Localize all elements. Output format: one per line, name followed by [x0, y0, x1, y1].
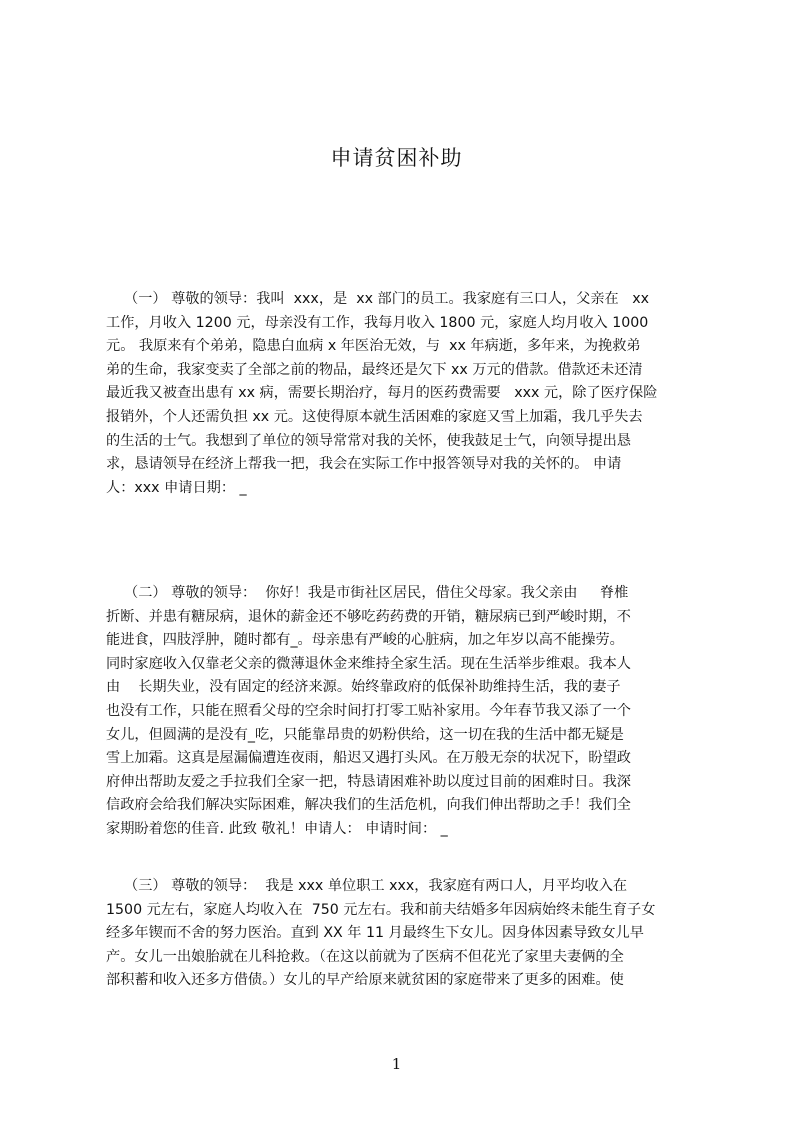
text-line: 求，恳请领导在经济上帮我一把，我会在实际工作中报答领导对我的关怀的。 申请: [106, 456, 622, 473]
text-line: 最近我又被查出患有 xx 病，需要长期治疗，每月的医药费需要 xxx 元，除了医疗保险: [106, 385, 658, 402]
text-line: 折断、并患有糖尿病，退休的薪金还不够吃药药费的开销，糖尿病已到严峻时期，不: [106, 608, 631, 625]
text-line: 也没有工作，只能在照看父母的空余时间打打零工贴补家用。今年春节我又添了一个: [106, 702, 631, 719]
paragraph-1: [106, 288, 697, 500]
text-line: 部积蓄和收入还多方借债。）女儿的早产给原来就贫困的家庭带来了更多的困难。使: [106, 972, 624, 989]
text-line: 1500 元左右，家庭人均收入在 750 元左右。我和前夫结婚多年因病始终未能生育子女: [106, 901, 656, 918]
text-line: 弟的生命，我家变卖了全部之前的物品，最终还是欠下 xx 万元的借款。借款还未还清: [106, 361, 643, 378]
text-line: （二） 尊敬的领导： 你好！我是市街社区居民，借住父母家。我父亲由 脊椎: [106, 585, 629, 601]
text-line: 府伸出帮助友爱之手拉我们全家一把，特恳请困难补助以度过目前的困难时日。我深: [106, 773, 631, 790]
text-line: 雪上加霜。这真是屋漏偏遭连夜雨，船迟又遇打头风。在万般无奈的状况下，盼望政: [106, 750, 631, 767]
text-line: 能进食，四肢浮肿，随时都有_。母亲患有严峻的心脏病，加之年岁以高不能操劳。: [106, 632, 624, 649]
text-line: （三） 尊敬的领导： 我是 xxx 单位职工 xxx，我家庭有两口人，月平均收入在: [106, 878, 628, 894]
text-line: 元。 我原来有个弟弟，隐患白血病 x 年医治无效，与 xx 年病逝，多年来，为挽救弟: [106, 338, 641, 355]
text-line: 人：xxx 申请日期： _: [106, 479, 247, 496]
text-line: 产。女儿一出娘胎就在儿科抢救。（在这以前就为了医病不但花光了家里夫妻俩的全: [106, 948, 624, 965]
text-line: 经多年锲而不舍的努力医治。直到 XX 年 11 月最终生下女儿。因身体因素导致女儿早: [106, 925, 644, 942]
text-line: 同时家庭收入仅靠老父亲的微薄退休金来维持全家生活。现在生活举步维艰。我本人: [106, 655, 631, 672]
text-line: 的生活的士气。我想到了单位的领导常常对我的关怀，使我鼓足士气，向领导提出恳: [106, 432, 631, 449]
text-line: （一） 尊敬的领导：我叫 xxx，是 xx 部门的员工。我家庭有三口人，父亲在 xx: [106, 291, 650, 307]
document-title: 申请贫困补助: [330, 146, 463, 170]
text-line: 家期盼着您的佳音. 此致 敬礼！申请人： 申请时间： _: [106, 820, 448, 837]
paragraph-3: [106, 875, 697, 993]
text-line: 由 长期失业，没有固定的经济来源。始终靠政府的低保补助维持生活，我的妻子: [106, 679, 621, 696]
paragraph-2: [106, 582, 697, 842]
page-number: 1: [391, 1055, 402, 1073]
text-line: 女儿，但圆满的是没有_吃，只能靠昂贵的奶粉供给，这一切在我的生活中都无疑是: [106, 726, 624, 743]
text-line: 信政府会给我们解决实际困难，解决我们的生活危机，向我们伸出帮助之手！我们全: [106, 797, 631, 814]
text-line: 报销外，个人还需负担 xx 元。这使得原本就生活困难的家庭又雪上加霜，我几乎失去: [106, 408, 643, 425]
text-line: 工作，月收入 1200 元，母亲没有工作，我每月收入 1800 元，家庭人均月收入 1000: [106, 314, 649, 331]
